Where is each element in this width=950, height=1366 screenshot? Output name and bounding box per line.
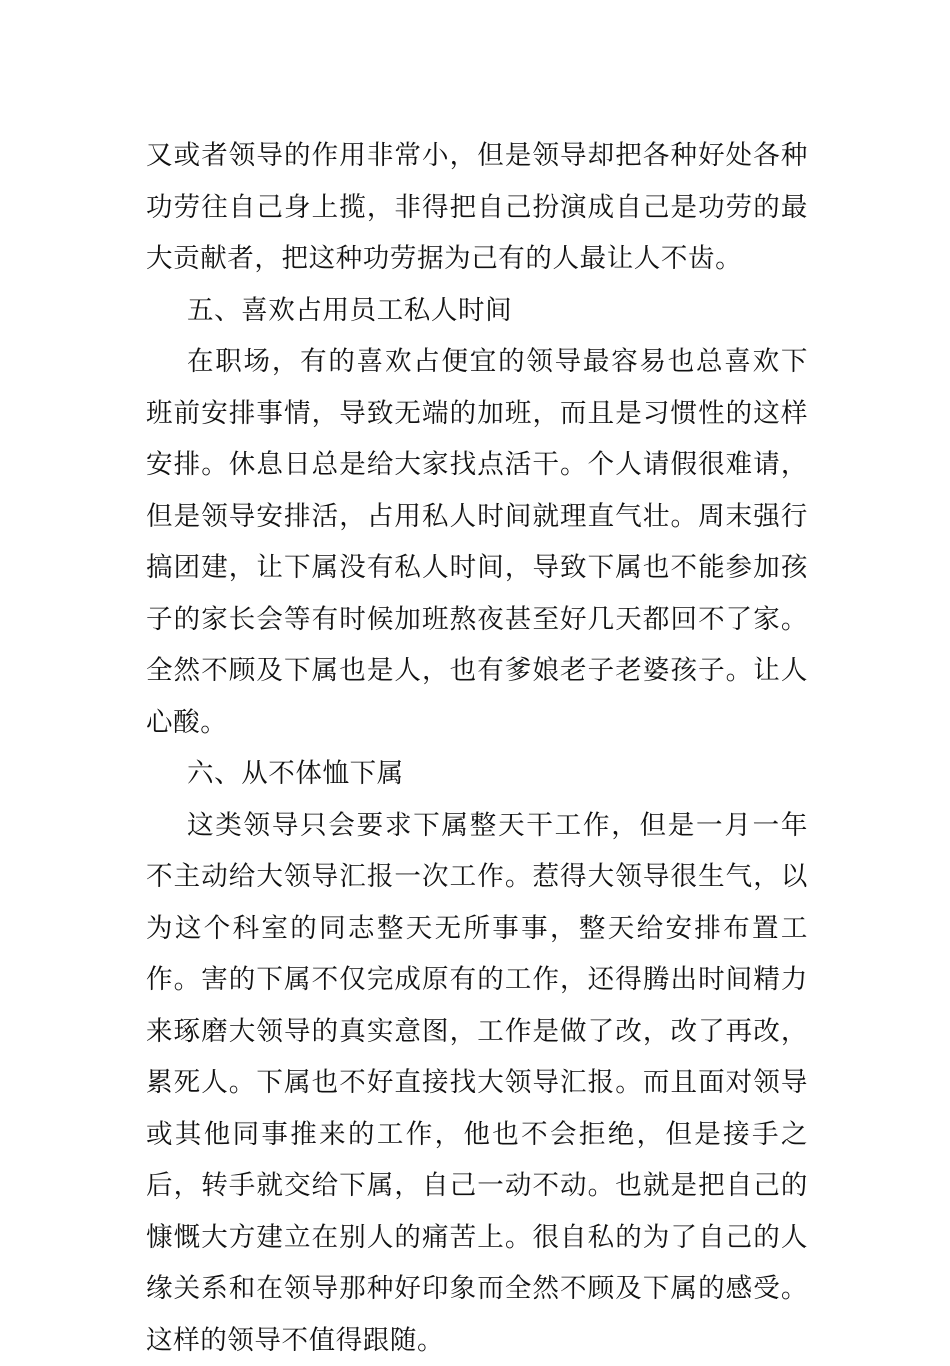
paragraph-section-5: 在职场，有的喜欢占便宜的领导最容易也总喜欢下班前安排事情，导致无端的加班，而且是习惯性的这样安排。休息日总是给大家找点活干。个人请假很难请，但是领导安排活，占用私人时间就理直气壮。周末强行搞团建，让下属没有私人时间，导致下属也不能参加孩子的家长会等有时候加班熬夜甚至好几天都回不了家。全然不顾及下属也是人，也有爹娘老子老婆孩子。让人心酸。 xyxy=(146,336,808,748)
paragraph-continued: 又或者领导的作用非常小，但是领导却把各种好处各种功劳往自己身上揽，非得把自己扮演成自己是功劳的最大贡献者，把这种功劳据为己有的人最让人不齿。 xyxy=(146,130,808,285)
section-heading-6: 六、从不体恤下属 xyxy=(146,748,808,800)
document-page xyxy=(146,130,808,1366)
section-heading-5: 五、喜欢占用员工私人时间 xyxy=(146,285,808,337)
paragraph-section-6: 这类领导只会要求下属整天干工作，但是一月一年不主动给大领导汇报一次工作。惹得大领导很生气，以为这个科室的同志整天无所事事，整天给安排布置工作。害的下属不仅完成原有的工作，还得腾出时间精力来琢磨大领导的真实意图，工作是做了改，改了再改，累死人。下属也不好直接找大领导汇报。而且面对领导或其他同事推来的工作，他也不会拒绝，但是接手之后，转手就交给下属，自己一动不动。也就是把自己的慷慨大方建立在别人的痛苦上。很自私的为了自己的人缘关系和在领导那种好印象而全然不顾及下属的感受。这样的领导不值得跟随。 xyxy=(146,800,808,1366)
